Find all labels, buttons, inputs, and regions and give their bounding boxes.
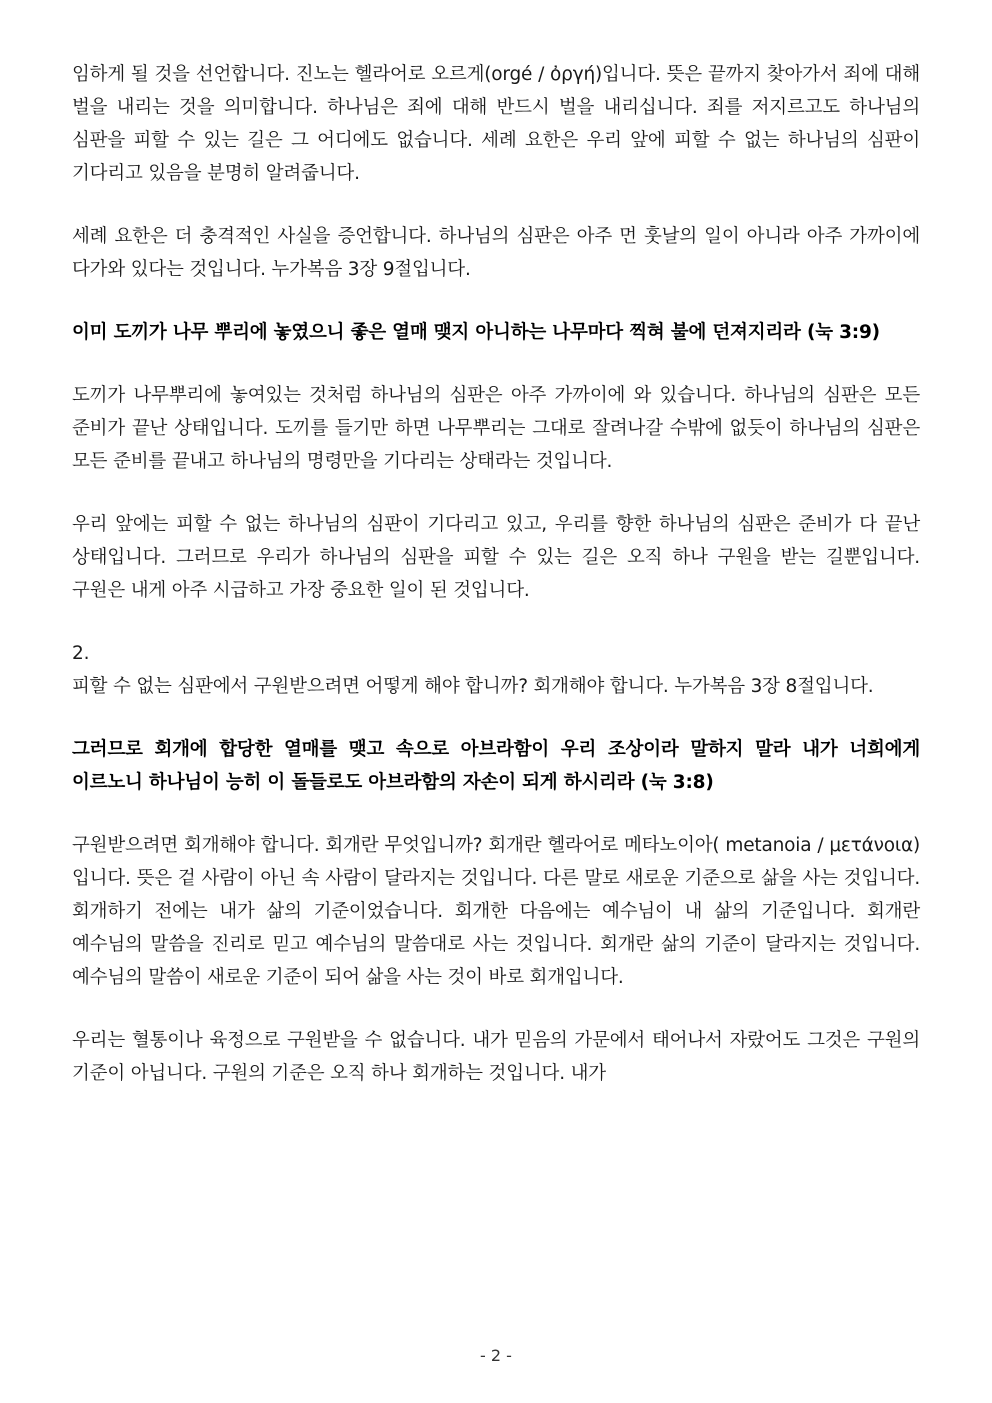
scripture-verse-luke-3-8: 그러므로 회개에 합당한 열매를 맺고 속으로 아브라함이 우리 조상이라 말하지 말라 내가 너희에게 이르노니 하나님이 능히 이 돌들로도 아브라함의 자손이 되게 하시리라 (눅 3:8) — [72, 739, 920, 793]
section-number: 2. — [72, 643, 90, 664]
paragraph-not-by-lineage: 우리는 혈통이나 육정으로 구원받을 수 없습니다. 내가 믿음의 가문에서 태어나서 자랐어도 그것은 구원의 기준이 아닙니다. 구원의 기준은 오직 하나 회개하는 것입니다. 내가 — [72, 1030, 920, 1084]
paragraph-repentance-meaning: 구원받으려면 회개해야 합니다. 회개란 무엇입니까? 회개란 헬라어로 메타노이아( metanoia / μετάνοια)입니다. 뜻은 겉 사람이 아닌 속 사람이 달라지는 것입니다. 다른 말로 새로운 기준으로 삶을 사는 것입니다. 회개하기 전에는 내가 삶의 기준이었습니다. 회개한 다음에는 예수님이 내 삶의 기준입니다. 회개란 예수님의 말씀을 진리로 믿고 예수님의 말씀대로 사는 것입니다. 회개란 삶의 기준이 달라지는 것입니다. 예수님의 말씀이 새로운 기준이 되어 삶을 사는 것이 바로 회개입니다. — [72, 835, 920, 988]
paragraph-judgment-near: 세례 요한은 더 충격적인 사실을 증언합니다. 하나님의 심판은 아주 먼 훗날의 일이 아니라 아주 가까이에 다가와 있다는 것입니다. 누가복음 3장 9절입니다. — [72, 226, 920, 280]
section-2 — [72, 637, 920, 703]
paragraph-salvation-urgent: 우리 앞에는 피할 수 없는 하나님의 심판이 기다리고 있고, 우리를 향한 하나님의 심판은 준비가 다 끝난 상태입니다. 그러므로 우리가 하나님의 심판을 피할 수 있는 길은 오직 하나 구원을 받는 길뿐입니다. 구원은 내게 아주 시급하고 가장 중요한 일이 된 것입니다. — [72, 514, 920, 601]
document-page — [72, 58, 920, 1120]
paragraph-judgment-wrath: 임하게 될 것을 선언합니다. 진노는 헬라어로 오르게(orgé / ὀργή)입니다. 뜻은 끝까지 찾아가서 죄에 대해 벌을 내리는 것을 의미합니다. 하나님은 죄에 대해 반드시 벌을 내리십니다. 죄를 저지르고도 하나님의 심판을 피할 수 있는 길은 그 어디에도 없습니다. 세례 요한은 우리 앞에 피할 수 없는 하나님의 심판이 기다리고 있음을 분명히 알려줍니다. — [72, 64, 920, 184]
scripture-verse-luke-3-9: 이미 도끼가 나무 뿌리에 놓였으니 좋은 열매 맺지 아니하는 나무마다 찍혀 불에 던져지리라 (눅 3:9) — [72, 322, 880, 343]
section-2-intro-text: 피할 수 없는 심판에서 구원받으려면 어떻게 해야 합니까? 회개해야 합니다. 누가복음 3장 8절입니다. — [72, 676, 874, 697]
paragraph-axe-at-root: 도끼가 나무뿌리에 놓여있는 것처럼 하나님의 심판은 아주 가까이에 와 있습니다. 하나님의 심판은 모든 준비가 끝난 상태입니다. 도끼를 들기만 하면 나무뿌리는 그대로 잘려나갈 수밖에 없듯이 하나님의 심판은 모든 준비를 끝내고 하나님의 명령만을 기다리는 상태라는 것입니다. — [72, 385, 920, 472]
page-number: - 2 - — [480, 1346, 512, 1365]
